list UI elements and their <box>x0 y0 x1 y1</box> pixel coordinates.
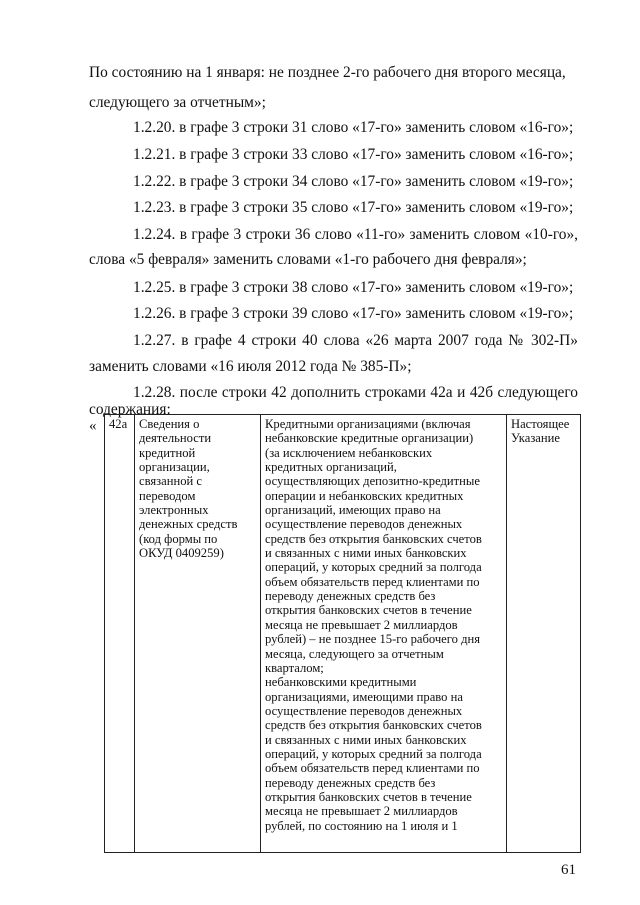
paragraph-line-9: 1.2.25. в графе 3 строки 38 слово «17-го» заменить словом «19-го»; <box>133 279 574 296</box>
paragraph-line-8: слова «5 февраля» заменить словами «1-го рабочего дня февраля»; <box>89 251 527 268</box>
paragraph-line-13: 1.2.28. после строки 42 дополнить строками 42а и 42б следующего <box>133 384 578 401</box>
row-code: 42а <box>105 415 135 853</box>
paragraph-line-6: 1.2.23. в графе 3 строки 35 слово «17-го» заменить словом «19-го»; <box>133 199 574 216</box>
form-table <box>104 414 581 853</box>
row-basis: Настоящее Указание <box>507 415 581 853</box>
page-number: 61 <box>561 862 576 878</box>
paragraph-line-4: 1.2.21. в графе 3 строки 33 слово «17-го» заменить словом «16-го»; <box>133 146 574 163</box>
paragraph-line-3: 1.2.20. в графе 3 строки 31 слово «17-го» заменить словом «16-го»; <box>133 119 574 136</box>
paragraph-line-7: 1.2.24. в графе 3 строки 36 слово «11-го» заменить словом «10-го», <box>133 226 578 243</box>
open-quote: « <box>89 418 97 434</box>
row-deadline: Кредитными организациями (включая небанковские кредитные организации) (за исключением небанковских кредитных организаций, осуществляющих депозитно-кредитные операции и небанковских кредитных организаций, имеющих право на осуществление переводов денежных средств без открытия банковских счетов и связанных с ними иных банковских операций, у которых средний за полгода объем обязательств перед клиентами по переводу денежных средств без открытия банковских счетов в течение месяца не превышает 2 миллиардов рублей) – не позднее 15-го рабочего дня месяца, следующего за отчетным кварталом; небанковскими кредитными организациями, имеющими право на осуществление переводов денежных средств без открытия банковских счетов и связанных с ними иных банковских операций, у которых средний за полгода объем обязательств перед клиентами по переводу денежных средств без открытия банковских счетов в течение месяца не превышает 2 миллиардов рублей, по состоянию на 1 июля и 1 <box>261 415 507 853</box>
paragraph-line-14: содержания: <box>89 401 171 418</box>
paragraph-line-5: 1.2.22. в графе 3 строки 34 слово «17-го» заменить словом «19-го»; <box>133 173 574 190</box>
paragraph-line-12: заменить словами «16 июля 2012 года № 385-П»; <box>89 358 412 375</box>
paragraph-line-1: По состоянию на 1 января: не позднее 2-го рабочего дня второго месяца, <box>89 64 566 81</box>
paragraph-line-11: 1.2.27. в графе 4 строки 40 слова «26 марта 2007 года № 302-П» <box>133 332 578 349</box>
paragraph-line-10: 1.2.26. в графе 3 строки 39 слово «17-го» заменить словом «19-го»; <box>133 305 574 322</box>
table-row <box>105 415 581 853</box>
row-form-name: Сведения о деятельности кредитной организации, связанной с переводом электронных денежных средств (код формы по ОКУД 0409259) <box>135 415 261 853</box>
paragraph-line-2: следующего за отчетным»; <box>89 94 266 111</box>
